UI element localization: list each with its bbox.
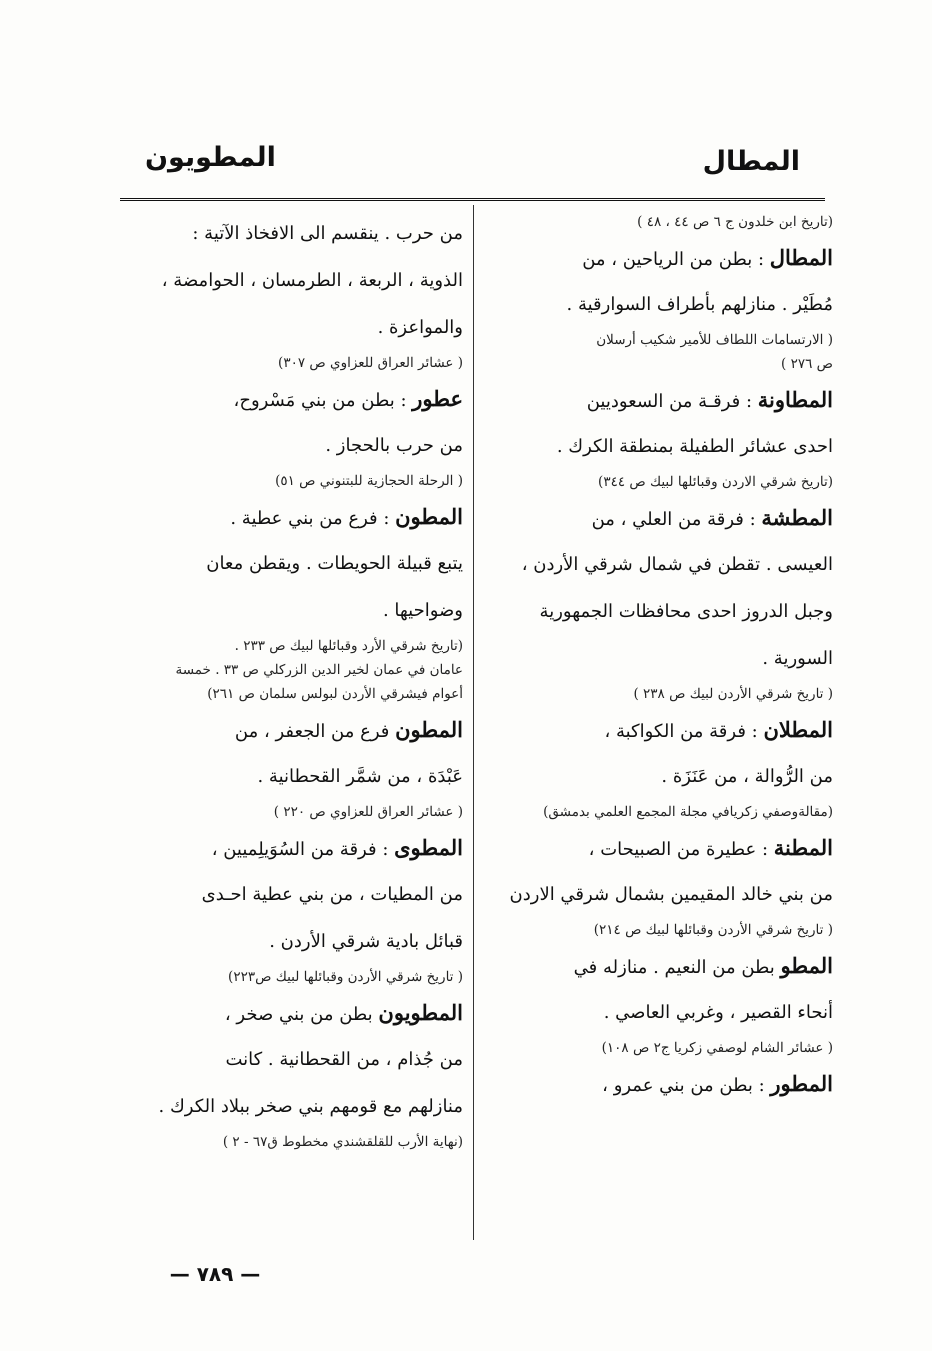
entry-text: ( عشائر الشام لوصفي زكريا ج٢ ص ١٠٨) xyxy=(601,1040,833,1056)
running-head-right: المطال xyxy=(702,146,800,177)
entry-headword: المطون xyxy=(395,504,463,529)
entry-text: بطن من النعيم . منازله في xyxy=(573,957,781,978)
entry-text: ( الارتسامات اللطاف للأمير شكيب أرسلان xyxy=(596,332,833,348)
entry-text: منازلهم مع قومهم بني صخر ببلاد الكرك . xyxy=(158,1096,463,1117)
text-line xyxy=(118,304,463,351)
entry-text: احدى عشائر الطفيلة بمنطقة الكرك . xyxy=(556,436,833,457)
entry-text: قبائل بادية شرقي الأردن . xyxy=(269,931,463,952)
text-line xyxy=(488,281,833,328)
entry-text: : فرقـة من السعوديين xyxy=(586,391,758,412)
text-line xyxy=(118,824,463,871)
text-line xyxy=(118,1083,463,1130)
citation-line xyxy=(118,1130,463,1154)
text-line xyxy=(118,706,463,753)
citation-line xyxy=(118,634,463,658)
entry-text: أنحاء القصير ، وغربي العاصي . xyxy=(603,1002,833,1023)
entry-headword: المطشة xyxy=(761,505,833,530)
entry-text: : عطيرة من الصبيحات ، xyxy=(588,839,774,860)
text-line xyxy=(118,210,463,257)
page-header xyxy=(120,138,825,196)
entry-text: السورية . xyxy=(762,648,833,669)
entry-headword: المطال xyxy=(769,245,833,270)
entry-headword: المطنة xyxy=(773,835,833,860)
entry-text: : بطن من الرياحين ، من xyxy=(582,249,770,270)
text-line xyxy=(488,494,833,541)
text-line xyxy=(488,423,833,470)
entry-text: وجبل الدروز احدى محافظات الجمهورية xyxy=(539,601,833,622)
left-column xyxy=(118,210,463,1240)
entry-headword: المطو xyxy=(780,953,833,978)
text-line xyxy=(118,257,463,304)
running-head-left: المطويون xyxy=(145,142,276,173)
citation-line xyxy=(118,682,463,706)
entry-headword: المطاونة xyxy=(757,387,833,412)
entry-text: من المطيات ، من بني عطية احـدى xyxy=(201,884,463,905)
text-line xyxy=(118,871,463,918)
text-line xyxy=(488,1060,833,1107)
text-line xyxy=(118,422,463,469)
text-line xyxy=(488,706,833,753)
citation-line xyxy=(118,469,463,493)
entry-text: من جُذام ، من القحطانية . كانت xyxy=(225,1049,463,1070)
entry-text: (تاريخ شرقي الأرد وقبائلها لبيك ص ٢٣٣ . xyxy=(234,638,463,654)
entry-text: : بطن من بني عمرو ، xyxy=(602,1075,771,1096)
entry-text: مُطَيْر . منازلهم بأطراف السوارقية . xyxy=(566,294,833,315)
entry-text: (تاريخ ابن خلدون ج ٦ ص ٤٤ ، ٤٨ ) xyxy=(637,214,833,230)
entry-text: ( عشائر العراق للعزاوي ص ٢٢٠ ) xyxy=(273,804,463,820)
text-line xyxy=(118,540,463,587)
entry-text: أعوام فيشرقي الأردن لبولس سلمان ص ٢٦١) xyxy=(207,686,463,702)
text-line xyxy=(488,234,833,281)
entry-text: ( الرحلة الحجازية للبتنوني ص ٥١) xyxy=(275,473,463,489)
entry-text: : فرع من بني عطية . xyxy=(230,508,396,529)
entry-text: (تاريخ شرقي الاردن وقبائلها لبيك ص ٣٤٤) xyxy=(598,474,833,490)
right-column xyxy=(488,210,833,1240)
entry-text: : فرقة من السُوَيلِميين ، xyxy=(211,839,395,860)
citation-line xyxy=(488,1036,833,1060)
text-line xyxy=(488,824,833,871)
text-line xyxy=(488,376,833,423)
entry-text: عَبْدَة ، من شمَّر القحطانية . xyxy=(257,766,463,787)
entry-headword: المطور xyxy=(770,1071,833,1096)
text-line xyxy=(488,541,833,588)
text-line xyxy=(118,753,463,800)
entry-text: عامان في عمان لخير الدين الزركلي ص ٣٣ . خمسة xyxy=(175,662,463,678)
entry-text: : بطن من بني مَسْروح، xyxy=(233,390,413,411)
text-line xyxy=(488,635,833,682)
entry-text: من بني خالد المقيمين بشمال شرقي الاردن xyxy=(509,884,833,905)
entry-text: الذوية ، الربعة ، الطرمسان ، الحوامضة ، xyxy=(161,270,463,291)
text-line xyxy=(118,375,463,422)
citation-line xyxy=(488,328,833,352)
entry-headword: المطويون xyxy=(378,1000,463,1025)
text-line xyxy=(118,587,463,634)
citation-line xyxy=(488,800,833,824)
citation-line xyxy=(488,352,833,376)
text-line xyxy=(488,942,833,989)
entry-text: من حرب بالحجاز . xyxy=(325,435,463,456)
text-line xyxy=(488,588,833,635)
citation-line xyxy=(488,210,833,234)
entry-headword: المطلان xyxy=(763,717,833,742)
entry-text: بطن من بني صخر ، xyxy=(224,1004,379,1025)
text-line xyxy=(488,871,833,918)
entry-text: ( تاريخ شرقي الأردن وقبائلها لبيك ص٢٢٣) xyxy=(228,969,463,985)
citation-line xyxy=(488,918,833,942)
entry-text: وضواحيها . xyxy=(382,600,463,621)
entry-text: ( عشائر العراق للعزاوي ص ٣٠٧) xyxy=(278,355,463,371)
header-rule xyxy=(120,198,825,201)
citation-line xyxy=(118,351,463,375)
entry-headword: المطون xyxy=(395,717,463,742)
column-divider xyxy=(473,205,474,1240)
text-line xyxy=(118,493,463,540)
entry-text: من الرُّوالة ، من عَنَزَة . xyxy=(661,766,833,787)
entry-text: (نهاية الأرب للقلقشندي مخطوط ق٦٧ - ٢ ) xyxy=(222,1134,463,1150)
entry-text: من حرب . ينقسم الى الافخاذ الآتية : xyxy=(192,223,463,244)
citation-line xyxy=(488,470,833,494)
entry-text: فرع من الجعفر ، من xyxy=(234,721,396,742)
entry-text: ص ٢٧٦ ) xyxy=(781,356,833,372)
text-line xyxy=(118,989,463,1036)
entry-text: : فرقة من الكواكبة ، xyxy=(604,721,764,742)
text-line xyxy=(488,753,833,800)
entry-text: يتبع قبيلة الحويطات . ويقطن معان xyxy=(206,553,463,574)
text-line xyxy=(118,1036,463,1083)
entry-text: ( تاريخ شرقي الأردن وقبائلها لبيك ص ٢١٤) xyxy=(593,922,833,938)
citation-line xyxy=(118,658,463,682)
entry-text: والمواعزة . xyxy=(377,317,463,338)
entry-headword: المطوى xyxy=(394,835,463,860)
text-line xyxy=(118,918,463,965)
citation-line xyxy=(118,965,463,989)
citation-line xyxy=(118,800,463,824)
page-number: — ٧٨٩ — xyxy=(169,1262,261,1286)
entry-headword: عطور xyxy=(412,386,463,411)
entry-text: : فرقة من العلي ، من xyxy=(591,509,762,530)
text-line xyxy=(488,989,833,1036)
citation-line xyxy=(488,682,833,706)
entry-text: (مقالةوصفي زكريافي مجلة المجمع العلمي بدمشق) xyxy=(543,804,833,820)
entry-text: العيسى . تقطن في شمال شرقي الأردن ، xyxy=(521,554,833,575)
entry-text: ( تاريخ شرقي الأردن لبيك ص ٢٣٨ ) xyxy=(633,686,833,702)
